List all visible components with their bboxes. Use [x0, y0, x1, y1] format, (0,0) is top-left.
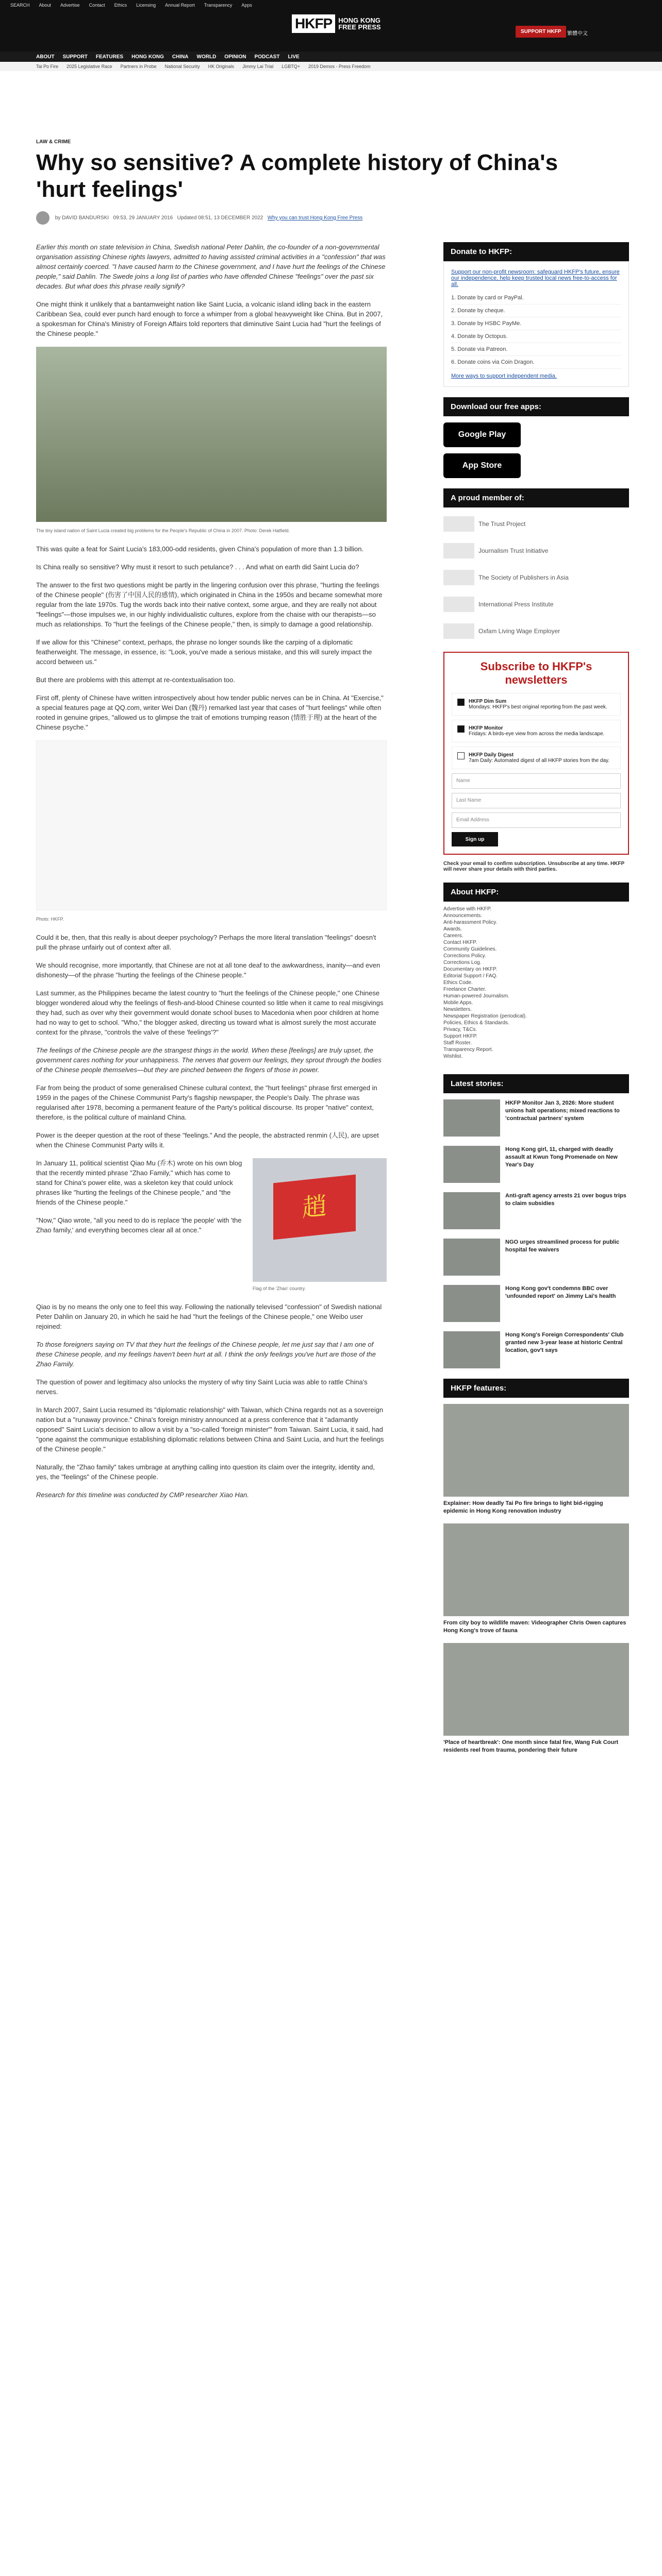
- paragraph: But there are problems with this attempt at re-contextualisation too.: [36, 676, 235, 684]
- topbar-ethics[interactable]: Ethics: [114, 3, 127, 8]
- member-name: International Press Institute: [478, 601, 554, 608]
- top-utility-bar: [0, 0, 662, 10]
- member-name: Oxfam Living Wage Employer: [478, 628, 560, 635]
- checkbox-icon[interactable]: [457, 699, 465, 706]
- research-credit: Research for this timeline was conducted by CMP researcher Xiao Han.: [36, 1491, 249, 1499]
- topbar-contact[interactable]: Contact: [89, 3, 105, 8]
- paragraph: We should recognise, more importantly, that Chinese are not at all tone deaf to the awkwardness, inanity—and even dishonesty—of the phrase "hurting the feelings of the Chinese people.": [36, 961, 380, 979]
- lead-paragraph: Earlier this month on state television in China, Swedish national Peter Dahlin, the co-founder of a non-governmental organisation assisting Chinese rights lawyers, admitted to having assisted criminal activities in a "confession" that was almost certainly coerced. "I have caused harm to the Chinese government, and I have hurt the feelings of the Chinese people," said Dahlin. The Swede joins a long list of parties who have offended Chinese "feelings" over the past six decades. But what does this phrase really signify?: [36, 243, 386, 290]
- member-name: The Trust Project: [478, 520, 526, 528]
- about-link[interactable]: Corrections Log.: [443, 960, 482, 965]
- paragraph: First off, plenty of Chinese have written introspectively about how tender public nerves can be in China. At "Exercise," a special features page at QQ.com, writer Wei Dan (魏丹) remarked last year that cases of "hurt feelings" while often rooted in genuine gripes, "allowed us to glimpse the trait of emotions trumping reason (情胜于理) at the heart of the Chinese psyche.": [36, 694, 384, 731]
- feature-title[interactable]: From city boy to wildlife maven: Videographer Chris Owen captures Hong Kong's trove of fauna: [443, 1620, 626, 1634]
- paragraph: This was quite a feat for Saint Lucia's 183,000-odd residents, given China's population of more than 1.3 billion.: [36, 545, 364, 553]
- updated-date: Updated 08:51, 13 DECEMBER 2022: [177, 215, 263, 221]
- flag-text: [36, 1158, 244, 1302]
- story-thumbnail: [443, 1285, 500, 1322]
- newsletter-name: HKFP Monitor: [469, 725, 503, 731]
- quote-paragraph: The feelings of the Chinese people are the strangest things in the world. When these [feelings] are truly upset, the government cares nothing for your unhappiness. The nerves that govern our feelings, they sprout through the bodies of the Chinese people themselves—but they are pinched between the fingers of those in power.: [36, 1046, 382, 1074]
- email-input[interactable]: Email Address: [452, 812, 621, 828]
- features-title: HKFP features:: [443, 1379, 629, 1398]
- paragraph: "Now," Qiao wrote, "all you need to do is replace 'the people' with 'the Zhao family,' and everything becomes clear all at once.": [36, 1216, 242, 1234]
- paragraph: If we allow for this "Chinese" context, perhaps, the phrase no longer sounds like the carping of a diplomatic featherweight. The message, in essence, is: "Look, you've made a serious mistake, and this will surely impact the accord between us.": [36, 638, 372, 666]
- trust-link[interactable]: Why you can trust Hong Kong Free Press: [267, 215, 363, 221]
- subnav-tai-po-fire[interactable]: Tai Po Fire: [36, 64, 59, 69]
- app-store-badge[interactable]: App Store: [443, 453, 521, 478]
- about-link[interactable]: Community Guidelines.: [443, 946, 497, 952]
- paragraph: Qiao is by no means the only one to feel this way. Following the nationally televised "confession" of Swedish national Peter Dahlin on January 20, in which he said he had "hurt the feelings of the Chinese people," one Weibo user rejoined:: [36, 1303, 382, 1330]
- about-title: About HKFP:: [443, 883, 629, 902]
- logo-line-2: FREE PRESS: [338, 23, 381, 31]
- feature-title[interactable]: 'Place of heartbreak': One month since fatal fire, Wang Fuk Court residents reel from trauma, pondering their future: [443, 1739, 619, 1753]
- donate-title: Donate to HKFP:: [443, 242, 629, 261]
- member-logo[interactable]: [443, 567, 629, 588]
- member-logo[interactable]: [443, 514, 629, 534]
- about-links: [443, 902, 629, 1064]
- about-link[interactable]: Announcements.: [443, 913, 483, 919]
- paragraph: Is China really so sensitive? Why must it resort to such petulance? . . . And what on earth did Saint Lucia do?: [36, 563, 359, 571]
- about-link[interactable]: Transparency Report.: [443, 1047, 493, 1053]
- about-link[interactable]: Newsletters.: [443, 1007, 472, 1012]
- topbar-apps[interactable]: Apps: [241, 3, 252, 8]
- latest-story[interactable]: [443, 1285, 629, 1322]
- about-link[interactable]: Wishlist.: [443, 1054, 463, 1059]
- member-logo[interactable]: [443, 540, 629, 561]
- topbar-search[interactable]: SEARCH: [10, 3, 30, 8]
- quote-paragraph: To those foreigners saying on TV that they hurt the feelings of the Chinese people, let me just say that I am one of these Chinese people, and my feelings haven't been hurt at all. I think the only feelings you've hurt are those of the Zhao Family.: [36, 1341, 376, 1368]
- latest-list: [443, 1099, 629, 1368]
- story-title: Hong Kong's Foreign Correspondents' Club granted new 3-year lease at historic Central location, gov't says: [505, 1332, 624, 1353]
- nav-china[interactable]: CHINA: [172, 54, 189, 60]
- about-link[interactable]: Corrections Policy.: [443, 953, 486, 959]
- story-title: Hong Kong girl, 11, charged with deadly assault at Kwun Tong Promenade on New Year's Day: [505, 1146, 618, 1168]
- newsletter-name: HKFP Daily Digest: [469, 752, 514, 758]
- ipi-icon: [443, 597, 474, 612]
- signup-button[interactable]: Sign up: [452, 832, 498, 846]
- latest-story[interactable]: [443, 1239, 629, 1276]
- nav-features[interactable]: FEATURES: [95, 54, 124, 60]
- topbar-transparency[interactable]: Transparency: [204, 3, 233, 8]
- member-name: The Society of Publishers in Asia: [478, 574, 569, 581]
- topbar-advertise[interactable]: Advertise: [60, 3, 80, 8]
- donate-list: [443, 261, 629, 387]
- first-name-input[interactable]: Name: [452, 773, 621, 789]
- topbar-about[interactable]: About: [39, 3, 52, 8]
- story-title: Anti-graft agency arrests 21 over bogus trips to claim subsidies: [505, 1193, 626, 1207]
- paragraph: Last summer, as the Philippines became the latest country to "hurt the feelings of the Chinese people," one Chinese blogger wondered aloud why the feelings of flesh-and-blood Chinese counted so little when it came to real misgivings they had, such as over why their government would donate school buses to Macedonia when poor children at home had no way to get to school. "Who," the blogger asked, directing us toward what is almost surely the most accurate context for the phrase, "controls the valve of these 'feelings'?": [36, 989, 384, 1036]
- flag-section: [36, 1158, 387, 1302]
- newsletter-option[interactable]: [452, 747, 621, 769]
- about-link[interactable]: Advertise with HKFP.: [443, 906, 492, 912]
- paragraph: Far from being the product of some generalised Chinese cultural context, the "hurt feelings" phrase first emerged in 1959 in the pages of the Chinese Communist Party's flagship newspaper, the People's Daily. The phrase was regularised after 1978, becoming a permanent feature of the Party's political discourse. Its proper "native" context, therefore, is the political culture of mainland China.: [36, 1084, 377, 1121]
- subnav-national-security[interactable]: National Security: [164, 64, 200, 69]
- subnav-lgbtq[interactable]: LGBTQ+: [282, 64, 300, 69]
- member-logo[interactable]: [443, 621, 629, 641]
- story-title: NGO urges streamlined process for public hospital fee waivers: [505, 1239, 620, 1253]
- about-link[interactable]: Awards.: [443, 926, 462, 932]
- story-thumbnail: [443, 1146, 500, 1183]
- subnav-hk-originals[interactable]: HK Originals: [208, 64, 235, 69]
- newsletter-desc: 7am Daily: Automated digest of all HKFP stories from the day.: [469, 758, 610, 764]
- sidebar: [443, 242, 629, 1762]
- about-link[interactable]: Staff Roster.: [443, 1040, 472, 1046]
- feature-image[interactable]: [443, 1643, 629, 1736]
- flag-figure: [253, 1158, 387, 1302]
- about-link[interactable]: Anti-harassment Policy.: [443, 920, 498, 925]
- topbar-annual-report[interactable]: Annual Report: [165, 3, 195, 8]
- saint-lucia-photo: [36, 347, 387, 522]
- google-play-badge[interactable]: Google Play: [443, 422, 521, 447]
- paragraph: Naturally, the "Zhao family" takes umbrage at anything calling into question its claim over the integrity, identity and, yes, the "feelings" of the Chinese people.: [36, 1463, 375, 1481]
- about-link[interactable]: Privacy, T&Cs.: [443, 1027, 477, 1032]
- topbar-licensing[interactable]: Licensing: [136, 3, 156, 8]
- last-name-input[interactable]: Last Name: [452, 793, 621, 808]
- donate-method[interactable]: 1. Donate by card or PayPal.: [451, 292, 621, 304]
- member-title: A proud member of:: [443, 488, 629, 507]
- author-name[interactable]: by DAVID BANDURSKI: [55, 215, 109, 221]
- byline: [36, 211, 500, 225]
- checkbox-icon[interactable]: [457, 725, 465, 733]
- author-avatar: [36, 211, 49, 225]
- story-title: Hong Kong gov't condemns BBC over 'unfounded report' on Jimmy Lai's health: [505, 1285, 616, 1299]
- story-thumbnail: [443, 1331, 500, 1368]
- donate-method[interactable]: 3. Donate by HSBC PayMe.: [451, 317, 621, 330]
- about-link[interactable]: Careers.: [443, 933, 464, 939]
- sopa-icon: [443, 570, 474, 585]
- member-name: Journalism Trust Initiative: [478, 547, 549, 554]
- about-link[interactable]: Support HKFP.: [443, 1033, 477, 1039]
- subnav-2019-demos[interactable]: 2019 Demos - Press Freedom: [308, 64, 371, 69]
- subnav-partners-in-probe[interactable]: Partners in Probe: [120, 64, 157, 69]
- member-logo[interactable]: [443, 594, 629, 615]
- apps-title: Download our free apps:: [443, 397, 629, 416]
- newsletter-title: Subscribe to HKFP's newsletters: [480, 660, 592, 686]
- about-link[interactable]: Newspaper Registration (periodical).: [443, 1013, 527, 1019]
- newsletter-box: [443, 652, 629, 855]
- paragraph: The answer to the first two questions might be partly in the lingering confusion over this phrase, "hurting the feelings of the Chinese people" (伤害了中国人民的感情), which originated in China in the 1950s and became somewhat more regular from the late 1970s. Tug the words back into their native context, some argue, and they are really not about "feelings"—those impulses we, in our highly individualistic cultures, explore from the chaise with our therapists—so much as relationships. To "hurt the feelings of the Chinese people," then, is simply to damage a good relationship.: [36, 581, 383, 628]
- article-title: Why so sensitive? A complete history of China's 'hurt feelings': [36, 150, 558, 202]
- donate-method[interactable]: 6. Donate coins via Coin Dragon.: [451, 356, 621, 369]
- about-link[interactable]: Freelance Charter.: [443, 987, 486, 992]
- flag-caption: Flag of the 'Zhao' country.: [253, 1286, 306, 1291]
- about-link[interactable]: Ethics Code.: [443, 980, 473, 986]
- sub-nav: [0, 62, 662, 71]
- latest-story[interactable]: [443, 1331, 629, 1368]
- nav-support[interactable]: SUPPORT: [62, 54, 88, 60]
- more-ways-link[interactable]: More ways to support independent media.: [451, 373, 557, 379]
- site-header: [0, 10, 662, 52]
- about-link[interactable]: Policies, Ethics & Standards.: [443, 1020, 509, 1026]
- publish-date: 09:53, 29 JANUARY 2016: [113, 215, 173, 221]
- about-link[interactable]: Editorial Support / FAQ.: [443, 973, 498, 979]
- donate-intro[interactable]: Support our non-profit newsroom: safeguard HKFP's future, ensure our independence, help keep trusted local news free-to-access for all.: [451, 269, 620, 287]
- donate-method[interactable]: 4. Donate by Octopus.: [451, 330, 621, 343]
- paragraph: Could it be, then, that this really is about deeper psychology? Perhaps the more literal translation "feelings" doesn't pull the phrase unfairly out of context after all.: [36, 934, 376, 951]
- flag-icon: 趙: [273, 1175, 356, 1240]
- nav-live[interactable]: LIVE: [288, 54, 300, 60]
- site-logo[interactable]: [292, 14, 381, 33]
- oxfam-icon: [443, 623, 474, 639]
- newsletter-name: HKFP Dim Sum: [469, 699, 507, 704]
- latest-title: Latest stories:: [443, 1074, 629, 1093]
- nav-about[interactable]: ABOUT: [36, 54, 55, 60]
- article-body: [36, 242, 387, 1508]
- nav-world[interactable]: WORLD: [196, 54, 217, 60]
- newsletter-option[interactable]: [452, 693, 621, 716]
- newsletter-desc: Mondays: HKFP's best original reporting from the past week.: [469, 704, 607, 710]
- paragraph: One might think it unlikely that a bantamweight nation like Saint Lucia, a volcanic island idling back in the eastern Caribbean Sea, could ever punch hard enough to force a whimper from a global heavyweight like China. But in 2007, a spokesman for China's Ministry of Foreign Affairs told reporters that diminutive Saint Lucia had "hurt the feelings of the Chinese people.": [36, 300, 383, 337]
- nav-opinion[interactable]: OPINION: [224, 54, 246, 60]
- logo-text: [338, 17, 380, 30]
- story-title: HKFP Monitor Jan 3, 2026: More student unions halt operations; mixed reactions to 'contractual partners' system: [505, 1100, 620, 1122]
- support-hkfp-button[interactable]: SUPPORT HKFP: [516, 26, 566, 38]
- donate-method[interactable]: 5. Donate via Patreon.: [451, 343, 621, 356]
- zhao-flag-image: [253, 1158, 387, 1282]
- hkfp-image: [36, 740, 387, 910]
- latest-story[interactable]: [443, 1146, 629, 1183]
- about-link[interactable]: Contact HKFP.: [443, 940, 477, 945]
- feature-title[interactable]: Explainer: How deadly Tai Po fire brings to light bid-rigging epidemic in Hong Kong renovation industry: [443, 1500, 603, 1514]
- paragraph: In January 11, political scientist Qiao Mu (乔木) wrote on his own blog that the recently minted phrase "Zhao Family," which has come to stand for China's power elite, was a skeleton key that could unlock phrases like "hurting the feelings of the Chinese people," and "the friends of the Chinese people.": [36, 1159, 242, 1206]
- newsletter-option[interactable]: [452, 720, 621, 742]
- newsletter-desc: Fridays: A birds-eye view from across the media landscape.: [469, 731, 605, 737]
- photo-caption: The tiny island nation of Saint Lucia created big problems for the People's Republic of China in 2007. Photo: Derek Hatfield.: [36, 528, 290, 533]
- logo-line-1: HONG KONG: [338, 16, 380, 24]
- about-link[interactable]: Human-powered Journalism.: [443, 993, 509, 999]
- story-thumbnail: [443, 1239, 500, 1276]
- paragraph: Power is the deeper question at the root of these "feelings." And the people, the abstracted renmin (人民), are upset when the Chinese Communist Party wills it.: [36, 1131, 379, 1149]
- newsletter-note: Check your email to confirm subscription. Unsubscribe at any time. HKFP will never share your details with third parties.: [443, 861, 625, 872]
- nav-podcast[interactable]: PODCAST: [254, 54, 280, 60]
- trust-project-icon: [443, 516, 474, 532]
- story-thumbnail: [443, 1099, 500, 1137]
- about-link[interactable]: Documentary on HKFP.: [443, 967, 498, 972]
- logo-mark: HKFP: [292, 14, 335, 33]
- donate-method[interactable]: 2. Donate by cheque.: [451, 304, 621, 317]
- nav-hong-kong[interactable]: HONG KONG: [131, 54, 164, 60]
- language-switch[interactable]: 繁體中文: [567, 31, 588, 37]
- main-nav: [0, 52, 662, 62]
- jti-icon: [443, 543, 474, 558]
- story-thumbnail: [443, 1192, 500, 1229]
- article-category[interactable]: LAW & CRIME: [36, 139, 71, 145]
- latest-story[interactable]: [443, 1192, 629, 1229]
- about-link[interactable]: Mobile Apps.: [443, 1000, 473, 1006]
- feature-image[interactable]: [443, 1404, 629, 1497]
- subnav-jimmy-lai-trial[interactable]: Jimmy Lai Trial: [242, 64, 274, 69]
- paragraph: In March 2007, Saint Lucia resumed its "diplomatic relationship" with Taiwan, which China regards not as a sovereign nation but a "runaway province." China's foreign ministry announced at a press conference that it "adamantly opposed" Saint Lucia's decision to allow a visit by a "so-called 'foreign minister'" from Taiwan. Saint Lucia, it said, had "gone against the communique establishing diplomatic relations between China and Saint Lucia, and hurt the feelings of the Chinese people.": [36, 1406, 384, 1453]
- photo-caption: Photo: HKFP.: [36, 917, 64, 922]
- checkbox-icon[interactable]: [457, 752, 465, 759]
- paragraph: The question of power and legitimacy also unlocks the mystery of why tiny Saint Lucia was able to rattle China's nerves.: [36, 1378, 368, 1396]
- latest-story[interactable]: [443, 1099, 629, 1137]
- feature-image[interactable]: [443, 1523, 629, 1616]
- subnav-legislative-race[interactable]: 2025 Legislative Race: [67, 64, 112, 69]
